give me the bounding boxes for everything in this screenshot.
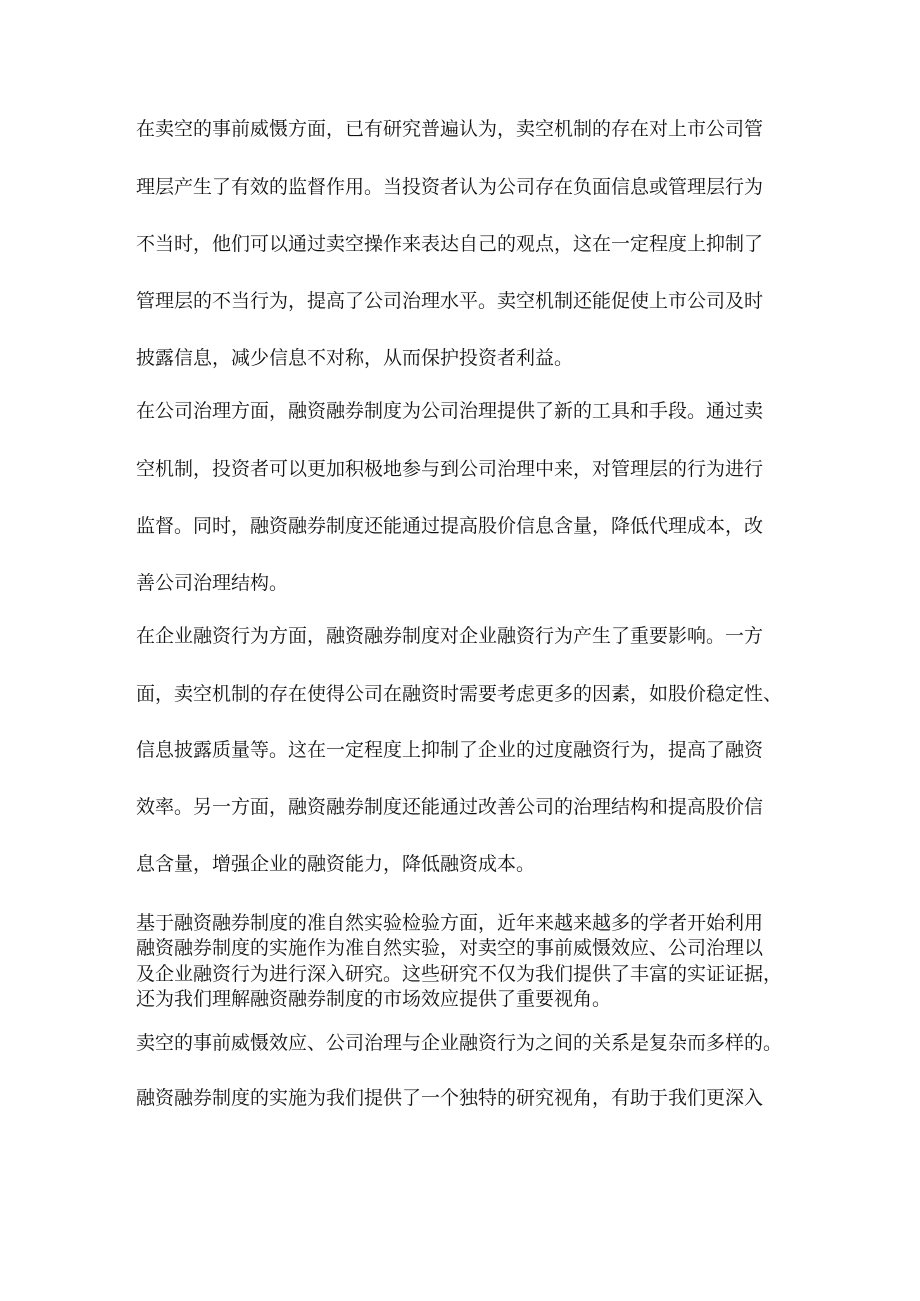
text-line: 融资融券制度的实施为我们提供了一个独特的研究视角，有助于我们更深入 — [136, 1087, 764, 1109]
text-line: 基于融资融券制度的准自然实验检验方面，近年来越来越多的学者开始利用 — [136, 912, 764, 934]
text-line: 效率。另一方面，融资融券制度还能通过改善公司的治理结构和提高股价信 — [136, 796, 764, 818]
text-line: 披露信息，减少信息不对称，从而保护投资者利益。 — [136, 347, 574, 369]
text-line: 在公司治理方面，融资融券制度为公司治理提供了新的工具和手段。通过卖 — [136, 400, 764, 422]
text-line: 空机制，投资者可以更加积极地参与到公司治理中来，对管理层的行为进行 — [136, 458, 764, 480]
text-line: 融资融券制度的实施作为准自然实验，对卖空的事前威慑效应、公司治理以 — [136, 937, 764, 959]
text-line: 理层产生了有效的监督作用。当投资者认为公司存在负面信息或管理层行为 — [136, 176, 764, 198]
text-line: 还为我们理解融资融券制度的市场效应提供了重要视角。 — [136, 988, 612, 1010]
text-line: 善公司治理结构。 — [136, 572, 289, 594]
text-line: 监督。同时，融资融券制度还能通过提高股价信息含量，降低代理成本，改 — [136, 515, 764, 537]
text-line: 管理层的不当行为，提高了公司治理水平。卖空机制还能促使上市公司及时 — [136, 290, 764, 312]
text-line: 在企业融资行为方面，融资融券制度对企业融资行为产生了重要影响。一方 — [136, 625, 764, 647]
text-line: 在卖空的事前威慑方面，已有研究普遍认为，卖空机制的存在对上市公司管 — [136, 118, 764, 140]
text-line: 面，卖空机制的存在使得公司在融资时需要考虑更多的因素，如股价稳定性、 — [136, 683, 783, 705]
text-line: 不当时，他们可以通过卖空操作来表达自己的观点，这在一定程度上抑制了 — [136, 233, 764, 255]
text-line: 息含量，增强企业的融资能力，降低融资成本。 — [136, 853, 536, 875]
text-line: 及企业融资行为进行深入研究。这些研究不仅为我们提供了丰富的实证证据， — [136, 963, 783, 985]
text-line: 信息披露质量等。这在一定程度上抑制了企业的过度融资行为，提高了融资 — [136, 739, 764, 761]
text-line: 卖空的事前威慑效应、公司治理与企业融资行为之间的关系是复杂而多样的。 — [136, 1032, 783, 1054]
